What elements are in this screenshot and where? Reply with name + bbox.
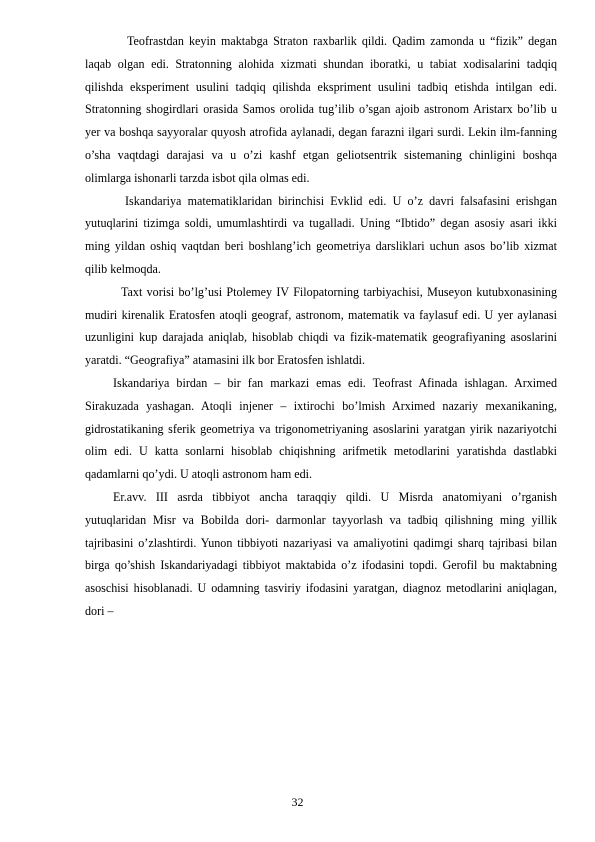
paragraph-arximed: Iskandariya birdan – bir fan markazi emas edi. Teofrast Afinada ishlagan. Arximed Sirakuzada yashagan. Atoqli injener – ixtirochi bo’lmish Arximed nazariy mexanikaning, gidrostatikaning sferik geometriya va trigonometriyaning asoslarini yaratgan yirik nazariyotchi olim edi. U katta sonlarni hisoblab chiqishning arifmetik metodlarini yaratishda dastlabki qadamlarni qo’ydi. U atoqli astronom ham edi. <box>85 375 557 482</box>
page-number: 32 <box>291 795 304 809</box>
paragraph-eratosfen: Taxt vorisi bo’lg’usi Ptolemey IV Filopatorning tarbiyachisi, Museyon kutubxonasining mudiri kirenalik Eratosfen atoqli geograf, astronom, matematik va faylasuf edi. U yer aylanasi uzunligini kup darajada aniqlab, hisoblab chiqdi va fizik-matematik geografiyaning asoslarini yaratdi. “Geografiya” atamasini ilk bor Eratosfen ishlatdi. <box>85 284 557 368</box>
document-page <box>85 30 557 623</box>
paragraph-straton: Teofrastdan keyin maktabga Straton raxbarlik qildi. Qadim zamonda u “fizik” degan laqab olgan edi. Stratonning alohida xizmati shundan iboratki, u tabiat xodisalarini tadqiq qilishda eksperiment usulini tadqiq qilishda eksprimеnt usulini tadbiq etishda intilgan edi. Stratonning shogirdlari orasida Samos orolida tug’ilib o’sgan ajoib astronom Aristarx bo’lib u yer va boshqa sayyoralar quyosh atrofida aylanadi, degan farazni ilgari surdi. Lekin ilm-fanning o’sha vaqtdagi darajasi va u o’zi kashf etgan geliotsentrik sistemaning chinligini boshqa olimlarga ishonarli tarzda isbot qila olmas edi. <box>85 34 557 185</box>
paragraph-tibbiyot: Er.avv. III asrda tibbiyot ancha taraqqiy qildi. U Misrda anatomiyani o’rganish yutuqlaridan Misr va Bobilda dori- darmonlar tayyorlash va tadbiq qilishning ming yillik tajribasini o’zlashtirdi. Yunon tibbiyoti nazariyasi va amaliyotini qadimgi sharq tajribasi bilan birga qo’shish Iskandariyadagi tibbiyot maktabida o’z ifodasini topdi. Gerofil bu maktabning asoschisi hisoblanadi. U odamning tasviriy ifodasini yaratgan, diagnoz metodlarini aniqlagan, dori – <box>85 489 557 618</box>
paragraph-evklid: Iskandariya matematiklaridan birinchisi Evklid edi. U o’z davri falsafasini erishgan yutuqlarini tizimga soldi, umumlashtirdi va tugalladi. Uning “Ibtido” degan asosiy asari ikki ming yildan oshiq vaqtdan beri boshlang’ich geometriya darsliklari uchun asos bo’lib xizmat qilib kelmoqda. <box>85 193 557 276</box>
